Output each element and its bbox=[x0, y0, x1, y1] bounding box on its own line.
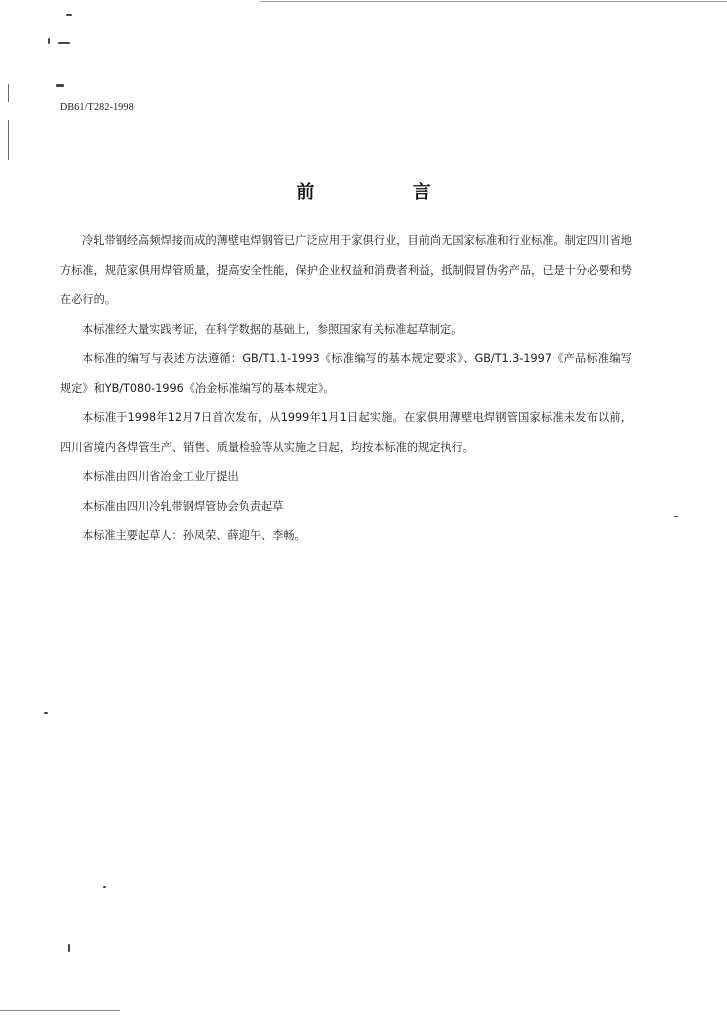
paragraph-drafter: 本标准由四川冷轧带钢焊管协会负责起草 bbox=[82, 499, 284, 513]
paragraph-proposer: 本标准由四川省冶金工业厅提出 bbox=[82, 470, 239, 483]
scan-edge-line-bottom bbox=[0, 1010, 120, 1011]
foreword-body bbox=[60, 226, 632, 551]
paragraph-basis: 本标准经大量实践考证，在科学数据的基础上，参照国家有关标准起草制定。 bbox=[82, 322, 463, 336]
scan-edge-line-top bbox=[260, 1, 727, 2]
scan-speck bbox=[68, 944, 70, 952]
scan-speck bbox=[48, 38, 50, 44]
paragraph-drafting-rules: 本标准的编写与表述方法遵循：GB/T1.1-1993《标准编写的基本规定要求》、GB/T1.3-1997《产品标准编写规定》和YB/T080-1996《冶金标准编写的基本规定》。 bbox=[60, 352, 632, 395]
scan-speck bbox=[103, 886, 106, 888]
scan-speck bbox=[58, 42, 70, 44]
scan-speck bbox=[44, 712, 48, 714]
scan-speck bbox=[56, 84, 64, 87]
scan-speck bbox=[674, 516, 678, 517]
paragraph-background: 冷轧带钢经高频焊接而成的薄壁电焊钢管已广泛应用于家俱行业，目前尚无国家标准和行业标准。制定四川省地方标准，规范家俱用焊管质量，提高安全性能，保护企业权益和消费者利益，抵制假冒伪劣产品，已是十分必要和势在必行的。 bbox=[60, 234, 632, 306]
scan-edge-mark bbox=[8, 84, 9, 102]
scan-edge-mark bbox=[8, 120, 9, 160]
paragraph-authors: 本标准主要起草人：孙凤荣、薛迎午、李畅。 bbox=[82, 529, 306, 542]
page-title: 前 言 bbox=[296, 182, 477, 203]
standard-code: DB61/T282-1998 bbox=[60, 102, 134, 113]
scan-speck bbox=[66, 14, 72, 16]
paragraph-effective-date: 本标准于1998年12月7日首次发布，从1999年1月1日起实施。在家俱用薄壁电焊钢管国家标准未发布以前，四川省境内各焊管生产、销售、质量检验等从实施之日起，均按本标准的规定执行。 bbox=[60, 411, 632, 454]
